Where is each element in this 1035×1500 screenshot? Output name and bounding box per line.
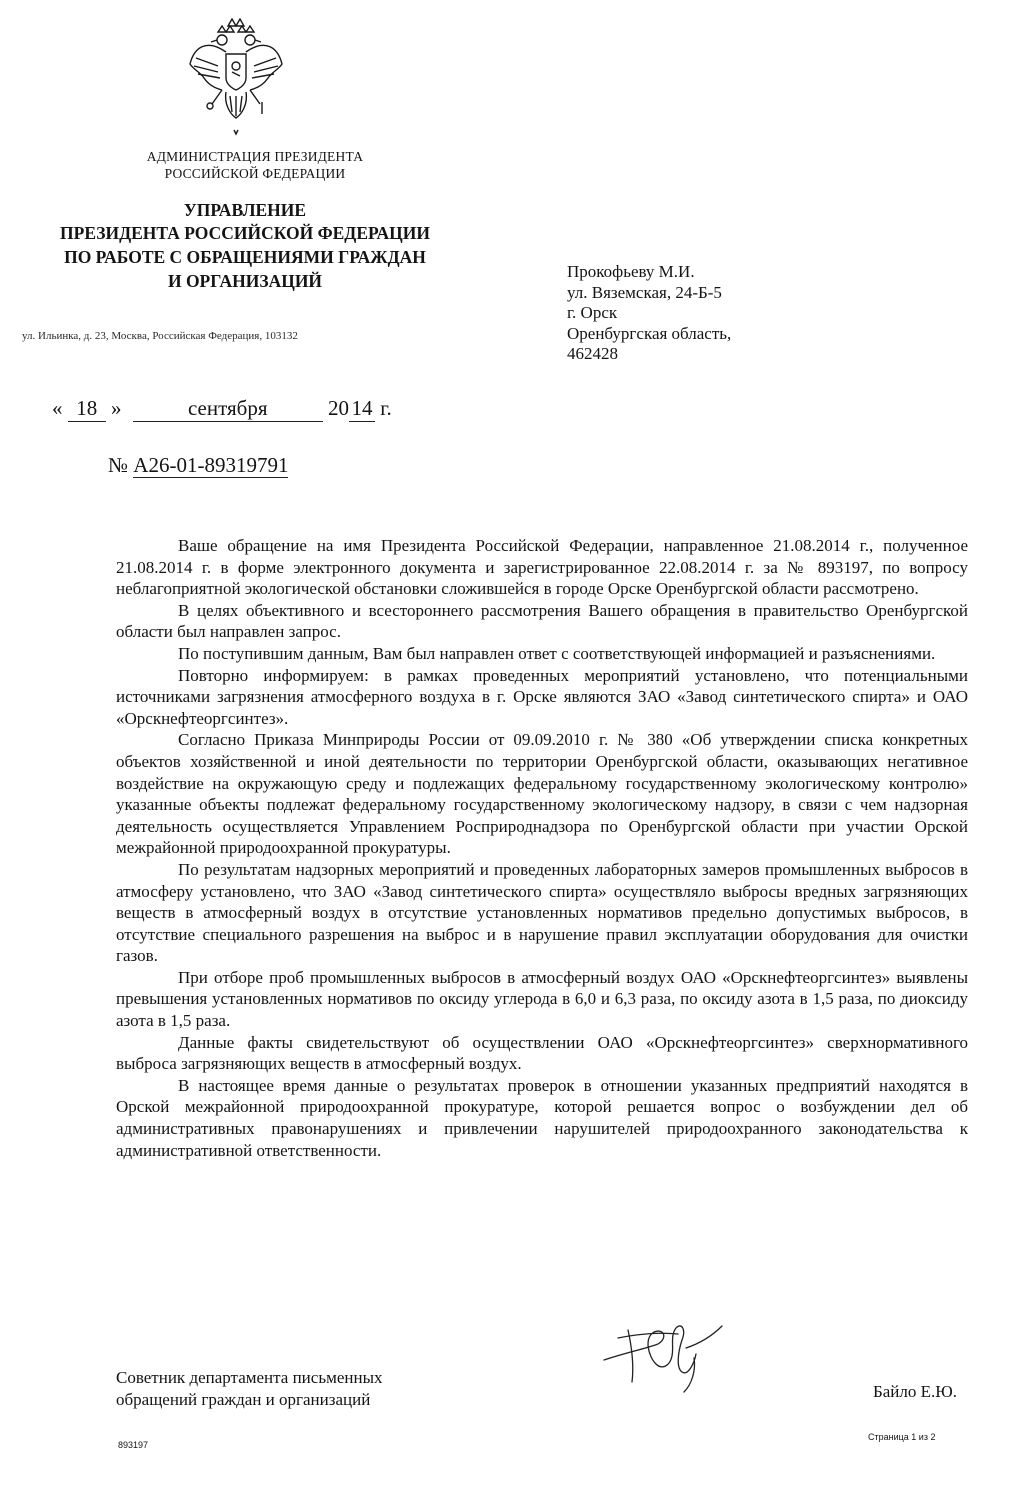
department-title-line2: ПРЕЗИДЕНТА РОССИЙСКОЙ ФЕДЕРАЦИИ bbox=[60, 223, 430, 243]
letter-body bbox=[116, 535, 968, 1161]
letter-date bbox=[52, 396, 392, 422]
body-paragraph: В настоящее время данные о результатах проверок в отношении указанных предприятий находятся в Орской межрайонной природоохранной прокуратуре, которой решается вопрос о возбуждении дел об административных правонарушениях и привлечении нарушителей природоохранного законодательства к административной ответственности. bbox=[116, 1075, 968, 1160]
reference-value: А26-01-89319791 bbox=[133, 453, 289, 477]
recipient-city: г. Орск bbox=[567, 303, 618, 322]
body-paragraph: В целях объективного и всестороннего рассмотрения Вашего обращения в правительство Оренбургской области был направлен запрос. bbox=[116, 600, 968, 642]
signer-title bbox=[116, 1367, 383, 1411]
date-year-suffix: 14 bbox=[349, 396, 375, 422]
footer-document-code: 893197 bbox=[118, 1440, 149, 1450]
signer-title-line1: Советник департамента письменных bbox=[116, 1368, 383, 1387]
administration-title-line1: АДМИНИСТРАЦИЯ ПРЕЗИДЕНТА bbox=[146, 149, 364, 164]
date-year-prefix: 20 bbox=[328, 396, 349, 420]
recipient-block bbox=[567, 262, 731, 365]
handwritten-signature-icon bbox=[598, 1308, 728, 1398]
signer-name: Байло Е.Ю. bbox=[873, 1382, 957, 1401]
department-title-line1: УПРАВЛЕНИЕ bbox=[183, 200, 307, 220]
organization-address: ул. Ильинка, д. 23, Москва, Российская Федерация, 103132 bbox=[22, 330, 298, 342]
recipient-postal-code: 462428 bbox=[567, 344, 618, 363]
body-paragraph: Ваше обращение на имя Президента Российской Федерации, направленное 21.08.2014 г., полученное 21.08.2014 г. в форме электронного документа и зарегистрированное 22.08.2014 г. за № 893197, по вопросу неблагоприятной экологической обстановки сложившейся в городе Орске Оренбургской области рассмотрено. bbox=[116, 536, 968, 599]
body-paragraph: Данные факты свидетельствуют об осуществлении ОАО «Орскнефтеоргсинтез» сверхнормативного выброса загрязняющих веществ в атмосферный воздух. bbox=[116, 1032, 968, 1074]
date-month: сентября bbox=[133, 396, 323, 422]
date-year-label: г. bbox=[380, 396, 392, 420]
double-headed-eagle-emblem-icon bbox=[186, 18, 286, 136]
administration-title-line2: РОССИЙСКОЙ ФЕДЕРАЦИИ bbox=[164, 166, 346, 181]
footer-page-number: Страница 1 из 2 bbox=[868, 1432, 936, 1442]
recipient-region: Оренбургская область, bbox=[567, 323, 732, 343]
body-paragraph: Повторно информируем: в рамках проведенных мероприятий установлено, что потенциальными источниками загрязнения атмосферного воздуха в г. Орске являются ЗАО «Завод синтетического спирта» и ОАО «Орскнефтеоргсинтез». bbox=[116, 665, 968, 728]
body-paragraph: По результатам надзорных мероприятий и проведенных лабораторных замеров промышленных выбросов в атмосферу установлено, что ЗАО «Завод синтетического спирта» осуществляло выбросы вредных загрязняющих веществ в атмосферный воздух в отсутствие установленных нормативов предельно допустимых выбросов, в отсутствие специального разрешения на выброс и в нарушение правил эксплуатации оборудования для очистки газов. bbox=[116, 859, 968, 966]
recipient-name: Прокофьеву М.И. bbox=[567, 262, 695, 281]
recipient-street: ул. Вяземская, 24-Б-5 bbox=[567, 282, 722, 302]
date-close-quote: » bbox=[111, 396, 122, 420]
department-title-line4: И ОРГАНИЗАЦИЙ bbox=[167, 271, 323, 291]
reference-prefix: № bbox=[108, 453, 129, 477]
signer-title-line2: обращений граждан и организаций bbox=[116, 1390, 371, 1409]
body-paragraph: По поступившим данным, Вам был направлен ответ с соответствующей информацией и разъяснениями. bbox=[178, 643, 936, 663]
body-paragraph: Согласно Приказа Минприроды России от 09.09.2010 г. № 380 «Об утверждении списка конкретных объектов хозяйственной и иной деятельности по территории Оренбургской области, оказывающих негативное воздействие на окружающую среду и подлежащих федеральному государственному экологическому контролю» указанные объекты подлежат федеральному государственному экологическому надзору, в связи с чем надзорная деятельность осуществляется Управлением Росприроднадзора по Оренбургской области при участии Орской межрайонной природоохранной прокуратуры. bbox=[116, 730, 968, 858]
date-open-quote: « bbox=[52, 396, 63, 420]
body-paragraph: При отборе проб промышленных выбросов в атмосферный воздух ОАО «Орскнефтеоргсинтез» выявлены превышения установленных нормативов по оксиду углерода в 6,0 и 6,3 раза, по оксиду азота в 1,5 раза, по диоксиду азота в 1,5 раза. bbox=[116, 967, 968, 1031]
date-day: 18 bbox=[68, 396, 106, 422]
reference-number bbox=[108, 453, 288, 478]
department-title-line3: ПО РАБОТЕ С ОБРАЩЕНИЯМИ ГРАЖДАН bbox=[64, 247, 426, 267]
